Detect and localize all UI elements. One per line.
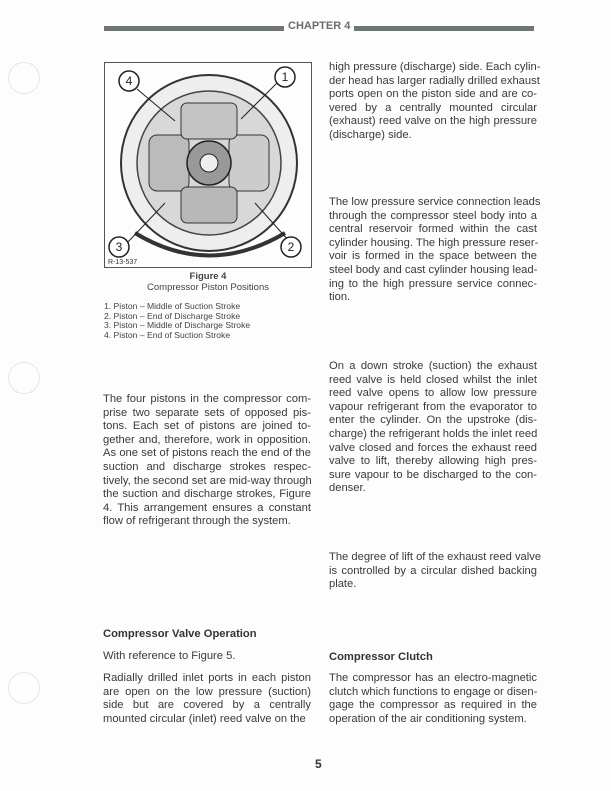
text-line: steel body and cast cylinder housing lead- — [329, 263, 538, 276]
text-line: enter the cylinder. On the upstroke (dis- — [329, 414, 537, 427]
binder-hole — [8, 672, 40, 704]
figure-caption: Compressor Piston Positions — [147, 282, 269, 293]
text-line: is controlled by a circular dished backing — [329, 564, 537, 577]
legend-item: 4. Piston – End of Suction Stroke — [104, 329, 231, 340]
paragraph-reference — [103, 650, 311, 664]
paragraph-service-connection — [329, 196, 541, 305]
chapter-title: CHAPTER 4 — [288, 20, 351, 32]
paragraph-stroke — [329, 360, 537, 496]
text-line: ports open on the piston side and are co- — [329, 88, 537, 101]
binder-hole — [8, 62, 40, 94]
text-line: reed valve is held closed whilst the inlet — [329, 373, 537, 386]
text-line: are open on the low pressure (suction) — [103, 685, 311, 698]
text-line: cylinder housing. The high pressure reser- — [329, 236, 539, 249]
figure-legend — [104, 302, 250, 340]
text-line: mounted circular (inlet) reed valve on the — [103, 712, 306, 725]
legend-item: 2. Piston – End of Discharge Stroke — [104, 310, 241, 321]
paragraph-cylinder-head — [329, 61, 541, 143]
text-line: valve closed and forces the exhaust reed — [329, 441, 537, 454]
text-line: der head has larger radially drilled exhaust — [329, 74, 540, 87]
paragraph-pistons — [103, 393, 311, 529]
text-line: gage the compressor as required in the — [329, 699, 537, 712]
text-line: With reference to Figure 5. — [103, 650, 236, 662]
legend-item: 3. Piston – Middle of Discharge Stroke — [104, 320, 251, 331]
figure-title: Figure 4 — [189, 271, 227, 282]
text-line: The low pressure service connection leads — [329, 196, 541, 208]
text-line: clutch which functions to engage or disen- — [329, 685, 538, 698]
paragraph-clutch — [329, 672, 537, 726]
text-line: vapour refrigerant from the evaporator to — [329, 400, 537, 413]
text-line: prise two separate sets of opposed pis- — [103, 406, 311, 419]
heading-compressor-clutch: Compressor Clutch — [329, 651, 433, 663]
text-line: voir is formed in the space between the — [329, 250, 537, 263]
text-line: central reservoir formed within the cast — [329, 223, 537, 236]
paragraph-reed-lift — [329, 551, 542, 592]
page-number: 5 — [315, 757, 322, 771]
header-rule-left — [104, 26, 284, 31]
text-line: As one set of pistons reach the end of the — [103, 447, 311, 460]
figure-compressor-pistons — [104, 62, 312, 268]
callout-3: 3 — [115, 240, 123, 254]
text-line: high pressure (discharge) side. Each cylin- — [329, 61, 541, 73]
text-line: valve to lift, thereby allowing high pres- — [329, 455, 537, 468]
text-line: through the compressor steel body into a — [329, 209, 537, 222]
text-line: 4. This arrangement ensures a constant — [103, 501, 311, 514]
text-line: suction and discharge strokes respec- — [103, 460, 311, 473]
text-line: sure vapour to be discharged to the con- — [329, 468, 537, 481]
header-rule-right — [354, 26, 534, 31]
text-line: (discharge) side. — [329, 128, 412, 141]
text-line: tively, the second set are mid-way through — [103, 474, 312, 487]
text-line: plate. — [329, 578, 357, 591]
text-line: gether and, therefore, work in opposition. — [103, 433, 311, 446]
text-line: side but are covered by a centrally — [103, 699, 311, 712]
text-line: The degree of lift of the exhaust reed valve — [329, 551, 542, 563]
text-line: On a down stroke (suction) the exhaust — [329, 360, 537, 372]
callout-4: 4 — [125, 74, 133, 88]
text-line: ing to the high pressure service connec- — [329, 277, 537, 290]
text-line: (exhaust) reed valve on the high pressure — [329, 115, 537, 128]
text-line: tion. — [329, 291, 351, 304]
heading-valve-operation: Compressor Valve Operation — [103, 628, 257, 640]
text-line: the suction and discharge strokes, Figure — [103, 488, 311, 501]
legend-item: 1. Piston – Middle of Suction Stroke — [104, 301, 241, 311]
text-line: The four pistons in the compressor com- — [103, 393, 311, 405]
text-line: Radially drilled inlet ports in each piston — [103, 672, 311, 684]
text-line: reed valve opens to allow low pressure — [329, 387, 537, 400]
paragraph-inlet-ports — [103, 672, 311, 726]
text-line: tons. Each set of pistons are joined to- — [103, 420, 311, 433]
callout-2: 2 — [287, 240, 295, 254]
text-line: denser. — [329, 482, 366, 495]
text-line: The compressor has an electro-magnetic — [329, 672, 537, 684]
text-line: operation of the air conditioning system. — [329, 712, 527, 725]
callout-1: 1 — [281, 70, 289, 84]
text-line: flow of refrigerant through the system. — [103, 515, 291, 528]
binder-hole — [8, 362, 40, 394]
text-line: vered by a centrally mounted circular — [329, 101, 537, 114]
text-line: charge) the refrigerant holds the inlet reed — [329, 427, 538, 440]
figure-ref-code: R-13-537 — [108, 259, 138, 266]
